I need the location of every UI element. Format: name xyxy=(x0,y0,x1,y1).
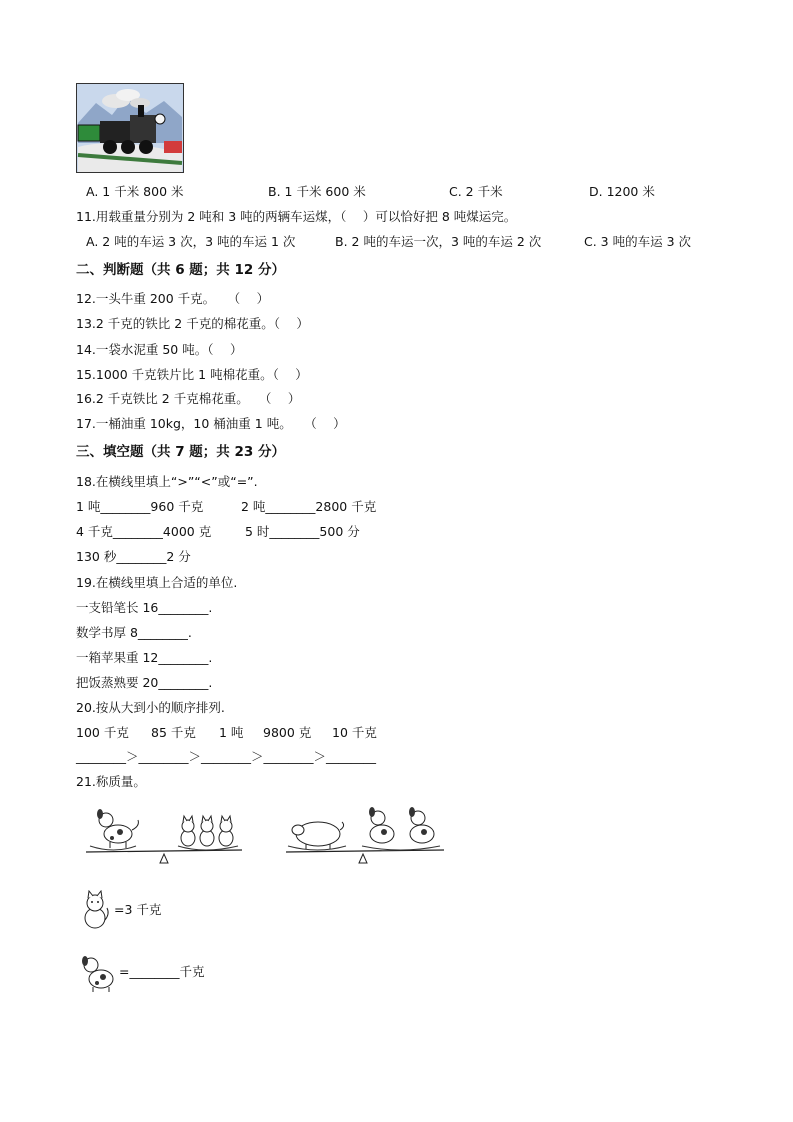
q14: 14.一袋水泥重 50 吨。（ ） xyxy=(76,342,243,357)
q20-blanks: ________＞________＞________＞________＞________ xyxy=(76,749,377,764)
q10-option-b: B. 1 千米 600 米 xyxy=(268,184,366,199)
q20-value-5: 10 千克 xyxy=(332,725,377,740)
q10-option-c: C. 2 千米 xyxy=(449,184,503,199)
cat-weight-text: =3 千克 xyxy=(114,902,162,917)
q18-row1-left: 1 吨________960 千克 xyxy=(76,499,204,514)
q13: 13.2 千克的铁比 2 千克的棉花重。（ ） xyxy=(76,316,309,331)
q11-option-a: A. 2 吨的车运 3 次，3 吨的车运 1 次 xyxy=(86,234,296,249)
q19-stem: 19.在横线里填上合适的单位. xyxy=(76,575,238,590)
q18-row2-right: 5 时________500 分 xyxy=(245,524,360,539)
section-3-heading: 三、填空题（共 7 题；共 23 分） xyxy=(76,444,285,460)
q18-stem: 18.在横线里填上“>”“<”或“=”. xyxy=(76,474,258,489)
q16: 16.2 千克铁比 2 千克棉花重。 （ ） xyxy=(76,391,301,406)
q20-value-2: 85 千克 xyxy=(151,725,196,740)
q15: 15.1000 千克铁片比 1 吨棉花重。（ ） xyxy=(76,367,308,382)
q19-item-4: 把饭蒸熟要 20________. xyxy=(76,675,213,690)
q19-item-3: 一箱苹果重 12________. xyxy=(76,650,213,665)
q17: 17.一桶油重 10kg，10 桶油重 1 吨。 （ ） xyxy=(76,416,346,431)
q11-stem: 11.用载重量分别为 2 吨和 3 吨的两辆车运煤，（ ）可以恰好把 8 吨煤运完。 xyxy=(76,209,517,224)
q19-item-1: 一支铅笔长 16________. xyxy=(76,600,213,615)
q11-option-b: B. 2 吨的车运一次，3 吨的车运 2 次 xyxy=(335,234,542,249)
section-2-heading: 二、判断题（共 6 题；共 12 分） xyxy=(76,262,285,278)
balance-scale-dog-vs-cats xyxy=(84,806,244,866)
q10-option-a: A. 1 千米 800 米 xyxy=(86,184,184,199)
q20-value-4: 9800 克 xyxy=(263,725,312,740)
q10-option-d: D. 1200 米 xyxy=(589,184,655,199)
q18-row2-left: 4 千克________4000 克 xyxy=(76,524,212,539)
balance-scale-pig-vs-dogs xyxy=(284,802,446,866)
q21-stem: 21.称质量。 xyxy=(76,774,146,789)
dog-icon xyxy=(79,955,117,993)
dog-weight-text: =________千克 xyxy=(119,964,205,979)
q19-item-2: 数学书厚 8________. xyxy=(76,625,192,640)
cat-icon xyxy=(79,890,111,930)
q18-row1-right: 2 吨________2800 千克 xyxy=(241,499,377,514)
q20-stem: 20.按从大到小的顺序排列. xyxy=(76,700,225,715)
q12: 12.一头牛重 200 千克。 （ ） xyxy=(76,291,270,306)
q20-value-3: 1 吨 xyxy=(219,725,244,740)
q18-row3: 130 秒________2 分 xyxy=(76,549,191,564)
q11-option-c: C. 3 吨的车运 3 次 xyxy=(584,234,692,249)
train-picture xyxy=(76,83,184,173)
q20-value-1: 100 千克 xyxy=(76,725,129,740)
